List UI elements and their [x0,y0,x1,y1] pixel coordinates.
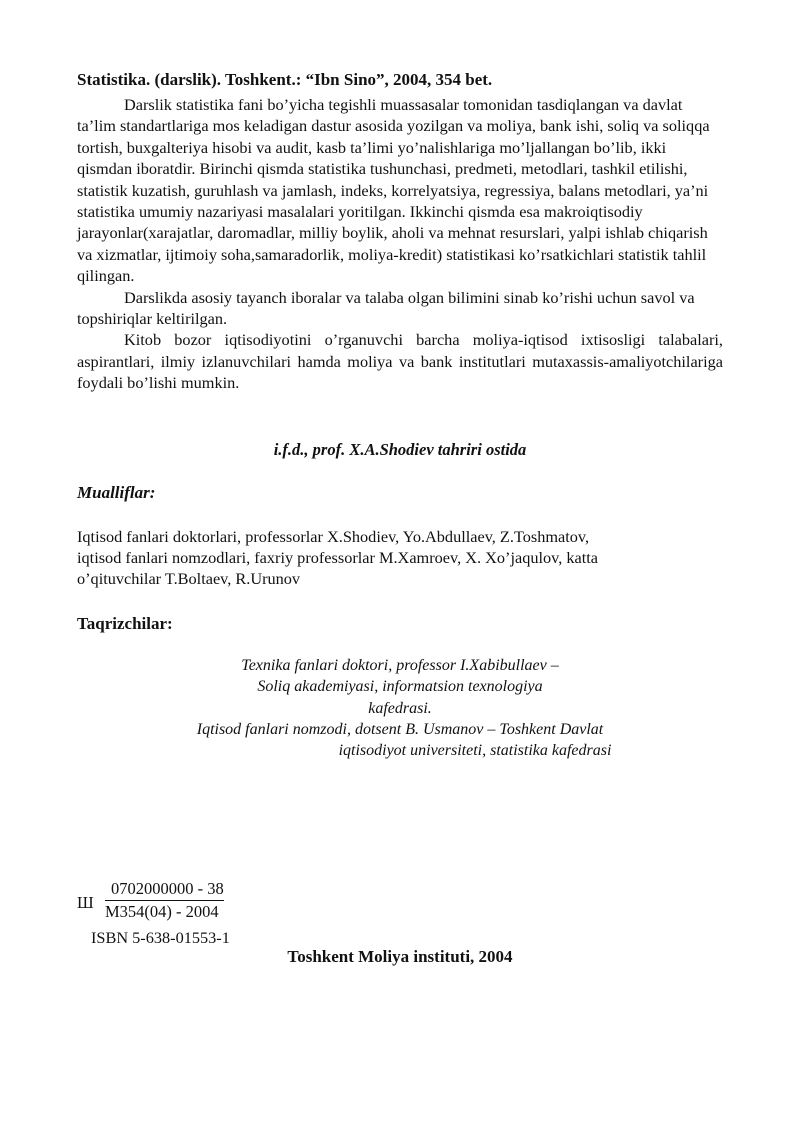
classification-symbol: Ш [77,893,94,912]
authors-line: iqtisod fanlari nomzodlari, faxriy professorlar M.Xamroev, X. Xo’jaqulov, katta [77,548,598,567]
abstract-paragraph-2: Darslikda asosiy tayanch iboralar va talaba olgan biliminі sinab ko’rishi uchun savol va topshiriqlar keltirilgan. [77,287,695,329]
reviewers-heading: Taqrizchilar: [77,614,173,633]
classification-numerator: 0702000000 - 38 [105,879,224,901]
authors-line: Iqtisod fanlari doktorlari, professorlar X.Shodiev, Yo.Abdullaev, Z.Toshmatov, [77,527,590,546]
reviewer-2-line: Iqtisod fanlari nomzodi, dotsent B. Usmanov – Toshkent Davlat [196,720,604,738]
editor-line: i.f.d., prof. X.A.Shodiev tahriri ostida [273,440,527,459]
classification-denominator: M354(04) - 2004 [105,902,219,921]
authors-heading: Mualliflar: [77,483,156,502]
abstract [77,94,723,394]
abstract-paragraph-3: Kitob bozor iqtisodiyotini o’rganuvchi barcha moliya-iqtisod ixtisosligi talabalari, aspirantlari, ilmiy izlanuvchilari hamda moliya va bank institutlari mutaxassis-amaliyotchilariga foydali bo’lishi mumkin. [77,330,723,393]
reviewer-1-line: kafedrasi. [368,699,432,717]
reviewers-list [120,655,680,761]
reviewer-1-line: Soliq akademiyasi, informatsion texnologiya [257,678,543,696]
abstract-paragraph-1: Darslik statistika fani bo’yicha tegishli muassasalar tomonidan tasdiqlangan va davlat ta’lim standartlariga mos keladigan dastur asosida yozilgan va moliya, bank ishi, soliq va soliqqa tortish, buxgalteriya hisobi va audit, kasb ta’limi yo’nalishlariga mo’ljallangan bo’lib, ikki qismdan iboratdir. Birinchi qismda statistika tushunchasi, predmeti, metodlari, tashkil etilishi, statistik kuzatish, guruhlash va jamlash, indeks, korrelyatsiya, regressiya, balans metodlari, ya’ni statistika umumiy nazariyasi masalalari yoritilgan. Ikkinchi qismda esa makroiqtisodiy jarayonlar(xarajatlar, daromadlar, milliy boylik, aholi va mehnat resurslari, yalpi ishlab chiqarish va xizmatlar, ijtimoiy soha,samaradorlik, moliya-kredit) statistikasi ko’rsatkichlari statistik tahlil qilingan. [77,95,710,286]
isbn: ISBN 5-638-01553-1 [91,928,230,947]
authors-line: o’qituvchilar T.Boltaev, R.Urunov [77,569,301,588]
reviewer-1-line: Texnika fanlari doktori, professor I.Xabibullaev – [241,657,559,674]
authors-list [77,526,723,589]
bibliographic-title: Statistika. (darslik). Toshkent.: “Ibn Sino”, 2004, 354 bet. [77,70,493,89]
reviewer-2-line: iqtisodiyot universiteti, statistika kafedrasi [338,742,612,760]
publisher-line: Toshkent Moliya instituti, 2004 [287,947,513,966]
classification-fraction [105,879,224,922]
